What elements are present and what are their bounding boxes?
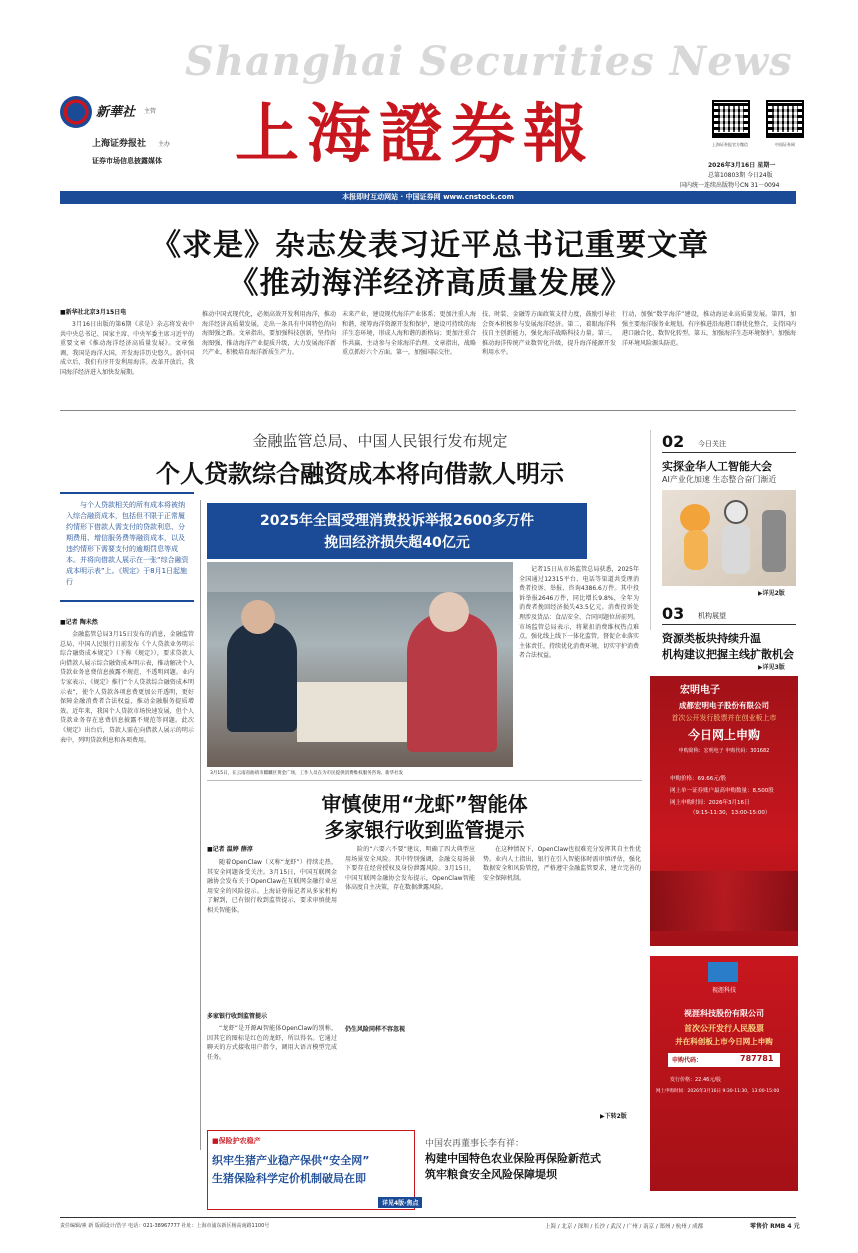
sidebar-1-jump[interactable]: ▶详见2版 — [758, 590, 785, 597]
photo-story-title-2: 挽回经济损失超40亿元 — [324, 535, 470, 551]
xinhua-role: 主管 — [144, 108, 157, 115]
bottom-right-title-1[interactable]: 构建中国特色农业保险再保险新范式 — [425, 1152, 601, 1165]
lead-body: 金融监管总局3月15日发布的消息，金融监管总局、中国人民银行日前发布《个人贷款业务明示综合融资成本规定》（下称《规定》），要求贷款人向借款人展示综合融资成本明示表，推动解决个人贷款业务息费信息披露不规范、不透明问题。业内专家表示，《规定》推行“个人贷款综合融资成本明示表”，使个人贷款各项息费更加公开透明，更好保障金融消费者合法权益，推动金融服务提质增效。近年来，我国个人贷款市场快速发展，但个人贷款业务存在息费信息披露不规范等问题。此次《规定》出台后，贷款人需在向借款人展示的明示表中，列明贷款利息和各项费用。 — [60, 631, 194, 744]
news-photo — [207, 562, 513, 767]
lead-summary: 与个人贷款相关的所有成本将被纳入综合融资成本，包括但不限于正常履约情形下借款人需支付的贷款利息、分期费用、增信服务费等融资成本，以及违约情形下需要支付的逾期罚息等成本。并将向借款人展示在一张“综合融资成本明示表”上。《规定》于8月1日起施行 — [66, 501, 189, 586]
ad-hongming-line5: （9:15-11:30，13:00-15:00） — [690, 810, 771, 816]
ai-story-body-a: 随着OpenClaw（又称“龙虾”）持续走热，其安全问题备受关注。3月15日，中国互联网金融协会发布关于OpenClaw在互联网金融行业应用安全的风险提示。上海证券报记者从多家机构了解到，已有银行收到监管提示，要求审慎使用相关智能体。 — [207, 859, 337, 914]
bottom-tag: ■保险护农稳产 — [212, 1137, 261, 1145]
site-banner[interactable]: 本报即时互动网站 · 中国证券网 www.cnstock.com — [60, 191, 796, 204]
footer-price: 零售价 RMB 4 元 — [750, 1223, 800, 1230]
cn-line: 国内统一连续出版物号CN 31－0094 — [680, 182, 780, 189]
ai-story-title-1: 审慎使用“龙虾”智能体 — [321, 792, 528, 816]
sidebar-2-number: 03 — [662, 604, 685, 623]
ad-hongming-line2: 申购价格：69.66元/股 — [670, 776, 727, 782]
headline-line2: 《推动海洋经济高质量发展》 — [228, 266, 632, 301]
headline-col4: 技、时装、金融等方面政策支持力度，鼓励引导社会资本积极参与发展海洋经济。第二，着眼海洋科技自主创新能力，强化海洋战略科技力量。第三，推动海洋传统产业数智化升级，提升海洋能源开发利用水平。 — [482, 311, 616, 357]
qr-caption-cnstock: 中国证券网 — [775, 142, 795, 147]
sidebar-1-title[interactable]: 实探金华人工智能大会 — [662, 460, 772, 473]
ad-shiya-logo: 视涯科技 — [711, 987, 736, 994]
qr-code-wechat[interactable] — [712, 100, 750, 138]
xinhua-name: 新華社 — [96, 105, 136, 120]
ad-shiya-line1: 发行价格：22.46元/股 — [670, 1077, 721, 1083]
sidebar-1-section: 今日关注 — [698, 440, 726, 448]
footer-rule — [60, 1217, 796, 1218]
ad-shiya-company: 视涯科技股份有限公司 — [684, 1009, 764, 1018]
ai-story-subhead: 多家银行收到监管提示 — [207, 1013, 268, 1020]
qr-caption-wechat: 上海证券报官方微信 — [712, 142, 748, 147]
divider-col — [200, 500, 201, 1150]
bottom-right-title-2[interactable]: 筑牢粮食安全风险保障堤坝 — [425, 1168, 557, 1181]
bottom-jump[interactable]: 详见4版·焦点 — [378, 1197, 422, 1208]
lead-kicker: 金融监管总局、中国人民银行发布规定 — [252, 432, 508, 450]
ad-hongming-offer: 首次公开发行股票并在创业板上市 — [671, 714, 777, 722]
ad-shiya-logo-mark — [708, 962, 738, 982]
headline-dateline: ■新华社北京3月15日电 — [60, 309, 127, 316]
footer-cities: 上海 / 北京 / 深圳 / 长沙 / 武汉 / 广州 / 南京 / 郑州 / 杭州 / 成都 — [545, 1224, 704, 1230]
ai-story-byline: ■记者 温婷 薛淳 — [207, 846, 253, 853]
english-title: Shanghai Securities News — [185, 38, 793, 85]
sidebar-1-image — [662, 490, 796, 586]
sidebar-2-jump[interactable]: ▶详见3版 — [758, 664, 785, 671]
qr-code-cnstock[interactable] — [766, 100, 804, 138]
ai-story-body-c: 险的“六要六不要”建议，明确了四大典型应用场景安全风险。其中特别强调，金融交易场景下要存在经营授权及身份泄露风险。3月15日，中国互联网金融协会发布提示，OpenClaw智能体高度自主决策，存在数据泄露风险。 — [345, 846, 475, 892]
ad-shiya-code: 787781 — [740, 1054, 774, 1063]
sidebar-1-sub: AI产业化加速 生态整合奋门渐近 — [662, 475, 777, 484]
sidebar-2-rule — [662, 624, 796, 625]
sidebar-2-section: 机构展望 — [698, 612, 726, 620]
ad-hongming-logo: 宏明电子 — [680, 685, 720, 696]
xinhua-logo — [60, 96, 92, 128]
divider-photo — [207, 780, 642, 781]
ai-story-subhead-2: 仍生风险同样不容忽视 — [345, 1026, 406, 1033]
ai-story-title-2: 多家银行收到监管提示 — [324, 818, 525, 842]
headline-line1: 《求是》杂志发表习近平总书记重要文章 — [151, 228, 709, 263]
headline-col5: 行动，加强“数字海洋”建设，推动海运业高质量发展。第四，加强主要海洋服务业规划。有序推进沿海港口群优化整合，支持国内港口融合化、数智化转型。第五，加强海洋生态环境保护。加强海洋环境风险源头防范。 — [622, 311, 796, 347]
sponsor-role: 主办 — [158, 141, 171, 148]
sidebar-1-rule — [662, 452, 796, 453]
divider-headline — [60, 410, 796, 411]
ad-shiya-line2: 网上申购时间：2026年3月16日 9:30-11:30，13:00-15:00 — [656, 1089, 780, 1094]
photo-story-title-1: 2025年全国受理消费投诉举报2600多万件 — [260, 513, 534, 529]
sponsor: 上海证券报社 — [92, 139, 147, 149]
ai-story-body-d: 在这种情况下，OpenClaw也很难充分发挥其自主性优势。业内人士指出，银行在引入智能体时需审慎评估，强化数据安全和风险管控，严格遵守金融监管要求，建立完善的安全保障机制。 — [483, 846, 641, 882]
ad-hongming-today: 今日网上申购 — [687, 728, 760, 742]
ad-shiya-offer-2: 并在科创板上市今日网上申购 — [675, 1037, 773, 1046]
chinese-title: 上海證券報 — [235, 97, 595, 172]
ad-hongming-line4: 网上申购时间：2026年3月16日 — [670, 800, 750, 806]
ad-hongming-line3: 网上单一证券账户最高申购数量：8,500股 — [670, 788, 774, 794]
headline-col1: 3月16日出版的第6期《求是》杂志将发表中共中央总书记、国家主席、中央军委主席习近平的重要文章《推动海洋经济高质量发展》。文章强调，我国是海洋大国，开发海洋历史悠久。新中国成立后，我们有序开发利用海洋。改革开放后，我国海洋经济进入加快发展期。 — [60, 321, 194, 376]
date-line: 2026年3月16日 星期一 — [708, 162, 776, 169]
ai-story-jump[interactable]: ▶下转2版 — [600, 1113, 627, 1120]
footer-left: 责任编辑/素 新 版面设计/浩宇 电话：021-38967777 社址：上海市浦东新区杨高南路1100号 — [60, 1223, 270, 1229]
lead-title: 个人贷款综合融资成本将向借款人明示 — [156, 460, 564, 488]
headline-col2: 推动中国式现代化，必须高效开发利用海洋，推动海洋经济高质量发展，走出一条具有中国特色的向海图强之路。文章指出，要加强科技创新，坚持向海图强，推动海洋产业提质升级，大力发展海洋新兴产业，积极培育海洋新质生产力。 — [202, 311, 336, 357]
issue-line: 总第10803期 今日24版 — [708, 172, 773, 179]
sidebar-1-number: 02 — [662, 432, 685, 451]
bottom-right-kicker: 中国农再董事长李有祥： — [425, 1139, 525, 1149]
photo-caption: 3月15日，在云南省曲靖市麒麟区黄金广场，工作人员在为市民提供消费维权服务咨询。新华社发 — [210, 771, 404, 776]
ad-shiya-offer-1: 首次公开发行人民股票 — [684, 1024, 764, 1033]
ad-hongming-company: 成都宏明电子股份有限公司 — [679, 701, 769, 710]
ad-hongming-line1: 申购简称：宏明电子 申购代码：301682 — [678, 748, 770, 754]
ai-story-body-b: “龙虾”是开源AI智能体OpenClaw的别称，因其它的图标是红色的龙虾，所以得名。它通过聊天的方式接收用户指令，调用大语言模型完成任务。 — [207, 1025, 337, 1061]
bottom-left-title-1[interactable]: 织牢生猪产业稳产保供“安全网” — [212, 1154, 370, 1167]
divider-sidebar — [650, 430, 651, 630]
sidebar-2-title-1[interactable]: 资源类板块持续升温 — [662, 632, 761, 645]
photo-story-body: 记者15日从市场监管总局获悉，2025年全国通过12315平台、电话等渠道共受理消费者投诉、举报、咨询4386.6万件。其中投诉举报2646万件，同比增长9.8%，全年为消费者挽回经济损失43.5亿元。消费投诉处理涉及货品：食品安全、合同问题位居前列。市场监管总局表示，将紧扣消费维权热点难点，强化线上线下一体化监管，督促企业落实主体责任，持续优化消费环境，切实守护消费者合法权益。 — [519, 566, 639, 660]
ad-shiya-code-label: 申购代码： — [672, 1057, 703, 1064]
slogan: 证券市场信息披露媒体 — [92, 157, 162, 165]
sidebar-2-title-2[interactable]: 机构建议把握主线扩散机会 — [662, 648, 794, 661]
bottom-left-title-2[interactable]: 生猪保险科学定价机制破局在即 — [212, 1172, 366, 1185]
headline-col3: 未来产业，建设现代海洋产业体系；更加注重人海和谐，统筹海洋资源开发和保护，建设可持续的海洋生态环境，形成人海和谐的新格局；更加注重合作共赢，主动参与全球海洋治理。文章指出，战略重点抓好六个方面。第一，加强国际交往。 — [342, 311, 476, 357]
lead-byline: ■记者 陶未然 — [60, 619, 98, 626]
